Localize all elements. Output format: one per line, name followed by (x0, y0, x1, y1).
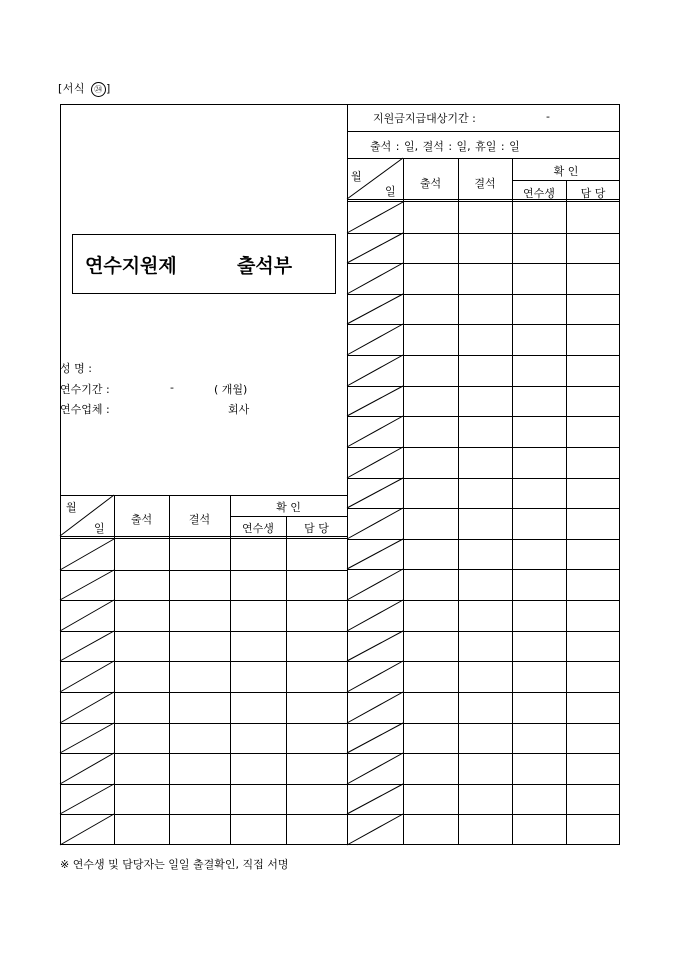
left-day-label: 일 (94, 522, 105, 535)
company-label: 연수업체 : (60, 403, 110, 416)
left-header-diagonal (60, 495, 114, 536)
form-label-prefix: [서식 (58, 82, 86, 95)
period-dash: - (170, 381, 174, 394)
right-row-diagonal (347, 814, 403, 845)
right-attend-header: 출석 (419, 177, 442, 190)
left-month-label: 월 (66, 501, 77, 514)
support-period-label: 지원금지급대상기간 : (373, 112, 476, 125)
left-row-diagonal (60, 814, 114, 845)
left-trainee-header: 연수생 (242, 522, 274, 535)
right-row-diagonal (347, 202, 403, 233)
right-header-diagonal (347, 158, 403, 199)
period-months: ( 개월) (214, 383, 248, 396)
right-absent-header: 결석 (474, 177, 496, 190)
right-manager-header: 담 당 (580, 187, 606, 200)
left-row-diagonal (60, 661, 114, 692)
right-row-diagonal (347, 355, 403, 386)
right-row-diagonal (347, 294, 403, 324)
footnote: ※ 연수생 및 담당자는 일일 출결확인, 직접 서명 (60, 858, 289, 871)
right-row-diagonal (347, 569, 403, 600)
left-row-diagonal (60, 753, 114, 784)
title-part-1: 연수지원제 (85, 255, 177, 277)
right-row-diagonal (347, 753, 403, 784)
name-label: 성 명 : (60, 362, 92, 375)
right-row-diagonal (347, 508, 403, 539)
left-row-diagonal (60, 692, 114, 723)
left-row-diagonal (60, 784, 114, 814)
right-row-diagonal (347, 723, 403, 753)
right-confirm-header: 확 인 (553, 165, 579, 178)
right-row-diagonal (347, 386, 403, 416)
right-row-diagonal (347, 233, 403, 263)
left-row-diagonal (60, 631, 114, 661)
right-row-diagonal (347, 263, 403, 294)
period-label: 연수기간 : (60, 383, 110, 396)
form-label-suffix: ] (106, 82, 111, 95)
left-manager-header: 담 당 (304, 522, 329, 535)
right-row-diagonal (347, 539, 403, 569)
right-row-diagonal (347, 324, 403, 355)
left-row-diagonal (60, 570, 114, 600)
right-month-label: 월 (351, 170, 362, 183)
row-diagonals (60, 202, 403, 845)
support-period-dash: - (546, 110, 550, 123)
right-row-diagonal (347, 600, 403, 631)
left-row-diagonal (60, 723, 114, 753)
right-row-diagonal (347, 416, 403, 447)
left-absent-header: 결석 (188, 513, 211, 526)
right-row-diagonal (347, 631, 403, 661)
right-day-label: 일 (385, 185, 396, 198)
right-row-diagonal (347, 692, 403, 723)
right-trainee-header: 연수생 (523, 187, 555, 200)
form-number-seal: ㉔ (91, 82, 106, 97)
left-row-diagonal (60, 600, 114, 631)
right-row-diagonal (347, 661, 403, 692)
right-row-diagonal (347, 478, 403, 508)
left-row-diagonal (60, 539, 114, 570)
left-attend-header: 출석 (130, 513, 153, 526)
attendance-summary: 출석 : 일, 결석 : 일, 휴일 : 일 (370, 140, 520, 153)
company-suffix: 회사 (228, 403, 250, 416)
left-confirm-header: 확 인 (276, 501, 301, 514)
right-row-diagonal (347, 784, 403, 814)
right-row-diagonal (347, 447, 403, 478)
title-part-2: 출석부 (237, 255, 293, 277)
